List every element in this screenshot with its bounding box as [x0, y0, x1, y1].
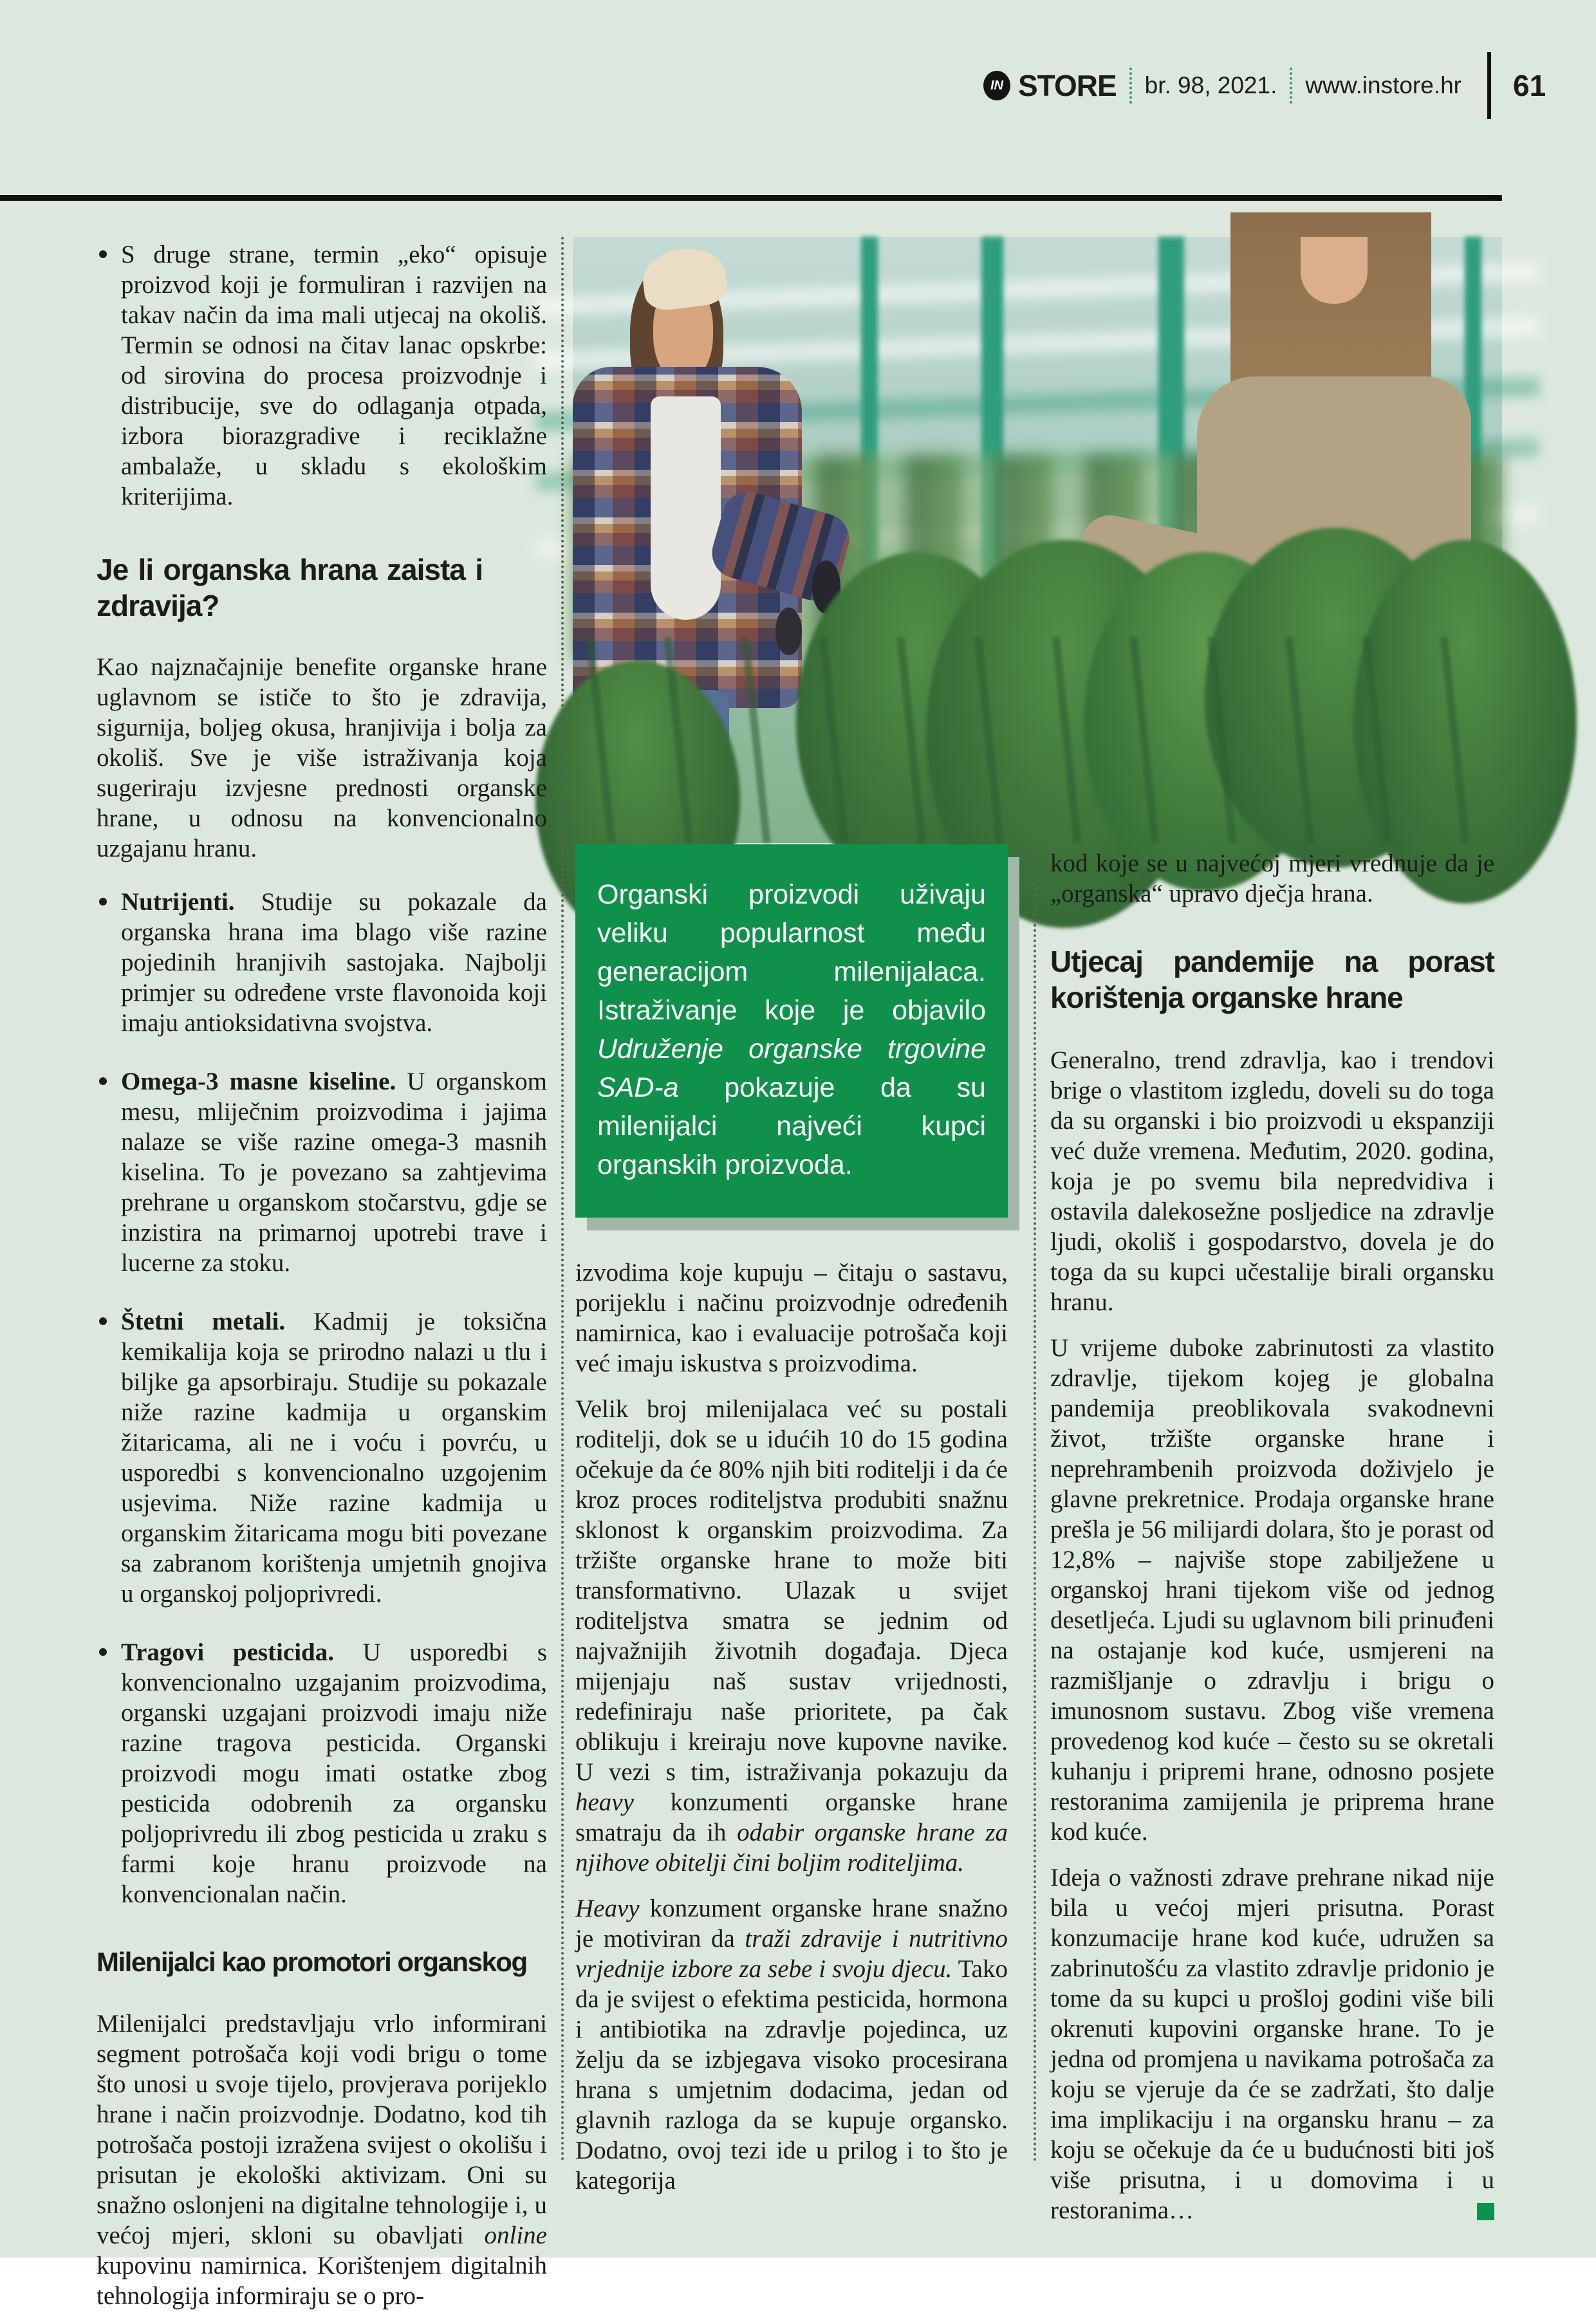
greenhouse-photo: [573, 237, 1502, 843]
bullet-lead: Tragovi pesticida.: [121, 1638, 334, 1666]
paragraph: Kao najznačajnije benefite organske hrane uglavnom se ističe to što je zdravija, sigurnija, boljeg okusa, hranjivija i bolja za okoliš. Sve je više istraživanja koja sugeriraju izvjesne prednosti organske hrane, u odnosu na konvencionalno uzgajanu hranu.: [97, 653, 547, 862]
bullet-text: Studije su pokazale da organska hrana ima blago više razine pojedinih hranjivih sastojaka. Najbolji primjer su određene vrste flavonoida koji imaju antioksidativna svojstva.: [121, 888, 547, 1037]
header-dotted-separator: [1290, 68, 1292, 104]
bullet-lead: Štetni metali.: [121, 1308, 286, 1335]
list-item: [97, 1066, 547, 1278]
paragraph-text: Ideja o važnosti zdrave prehrane nikad nije bila u većoj mjeri prisutna. Porast konzumacije hrane kod kuće, udružen sa zabrinutošću za vlastito zdravlje pridonio je tome da su kupci u prošloj godini više bili okrenuti kupovini organske hrane. To je jedna od promjena u navikama potrošača za koju se vjeruje da će se zadržati, što dalje ima implikaciju i na organsku hranu – za koju se očekuje da će u budućnosti biti još više prisutna, i u domovima i u restoranima…: [1050, 1864, 1494, 2224]
paragraph: [575, 1394, 1008, 1878]
paragraph: kod koje se u najvećoj mjeri vrednuje da je „organska“ upravo dječja hrana.: [1050, 849, 1494, 907]
bullet-lead: Omega-3 masne kiseline.: [121, 1068, 396, 1095]
paragraph-text: Milenijalci predstavljaju vrlo informirani segment potrošača koji vodi brigu o tome što unosi u svoje tijelo, provjerava porijeklo hrane i način proizvodnje. Dodatno, kod tih potrošača postoji izražena svijest o okolišu i prisutan je ekološki aktivizam. Oni su snažno oslonjeni na digitalne tehnologije i, u većoj mjeri, skloni su obavljati: [97, 2010, 547, 2249]
column-right: [1050, 848, 1494, 2225]
masthead: [983, 50, 1546, 121]
list-item: [97, 239, 547, 512]
list-item: [97, 887, 547, 1038]
paragraph: [575, 1893, 1008, 2196]
bullet-text: U organskom mesu, mliječnim proizvodima i jajima nalaze se više razine omega-3 masnih kiselina. To je povezano sa zahtjevima prehrane u organskom stočarstvu, gdje se inzistira na primarnoj upotrebi trave i lucerne za stoku.: [121, 1068, 547, 1277]
intro-bullet-list: [97, 239, 547, 512]
section-heading-pandemic: Utjecaj pandemije na porast korištenja organske hrane: [1050, 945, 1494, 1014]
paragraph: U vrijeme duboke zabrinutosti za vlastito zdravlje, tijekom kojeg je globalna pandemija preoblikovala svakodnevni život, tržište organske hrane i neprehrambenih proizvoda doživjelo je glavne prekretnice. Prodaja organske hrane prešla je 56 milijardi dolara, što je porast od 12,8% – najviše stope zabilježene u organskoj hrani tijekom više od jednog desetljeća. Ljudi su uglavnom bili prinuđeni na ostajanje kod kuće, usmjereni na razmišljanje o zdravlju i brigu o imunosnom sustavu. Zbog više vremena provedenog kod kuće – često su se okretali kuhanju i pripremi hrane, odnosno posjete restoranima zamijenila je priprema hrane kod kuće.: [1050, 1334, 1494, 1846]
italic-text: online: [484, 2222, 547, 2249]
section-heading-millennials: Milenijalci kao promotori organskog: [97, 1947, 527, 1977]
italic-text: traži zdravije i nutritivno vrjednije izbore za sebe i svoju djecu.: [575, 1925, 1008, 1983]
issue-number: br. 98, 2021.: [1144, 72, 1277, 98]
benefits-bullet-list: [97, 887, 547, 1909]
bullet-text: Kadmij je toksična kemikalija koja se prirodno nalazi u tlu i biljke ga apsorbiraju. Studije su pokazale niže razine kadmija u organskim žitaricama, ali ne i voću i povrću, u usporedbi s konvencionalno uzgojenim usjevima. Niže razine kadmija u organskim žitaricama mogu biti povezane sa zabranom korištenja umjetnih gnojiva u organskoj poljoprivredi.: [121, 1308, 547, 1608]
woman-face: [1301, 237, 1368, 304]
magazine-name: STORE: [1018, 69, 1117, 102]
quote-text: pokazuje da su milenijalci najveći kupci organskih proizvoda.: [597, 1072, 986, 1180]
column-divider: [561, 237, 564, 2162]
logo-letters: IN: [990, 78, 1003, 93]
photo-foreground-sprigs: [573, 637, 1502, 843]
paragraph-text: kupovinu namirnica. Korištenjem digitalnih tehnologija informiraju se o pro-: [97, 2252, 547, 2310]
section-heading-health: Je li organska hrana zaista i zdravija?: [97, 553, 483, 622]
instore-logo-icon: [983, 71, 1010, 100]
paragraph-text: konzumenti organske hrane smatraju da ih: [575, 1788, 1008, 1846]
paragraph: Generalno, trend zdravlja, kao i trendovi brige o vlastitom izgledu, doveli su do toga da su organski i bio proizvodi u ekspanziji već duže vremena. Međutim, 2020. godina, koja je po svemu bila nepredvidiva i ostavila dalekosežne posljedice na zdravlje ljudi, okoliš i gospodarstvo, dovela je do toga da su kupci učestalije birali organsku hranu.: [1050, 1046, 1494, 1316]
paragraph-text: Tako da je svijest o efektima pesticida, hormona i antibiotika na zdravlje pojedinca, uz želju da se izbjegava visoko procesirana hrana s umjetnim dodacima, jedan od glavnih razloga da se kupuje organsko. Dodatno, ovoj tezi ide u prilog i to što je kategorija: [575, 1955, 1008, 2195]
quote-text: Organski proizvodi uživaju veliku popularnost među generacijom milenijalaca. Istraživanje koje je objavilo: [597, 879, 986, 1026]
pull-quote-box: [575, 844, 1008, 1218]
article-end-mark: [1477, 2203, 1494, 2220]
paragraph: [1050, 1862, 1494, 2225]
column-middle: [575, 844, 1008, 2196]
page-number: 61: [1513, 69, 1546, 102]
header-dotted-separator: [1129, 68, 1132, 104]
header-divider: [1487, 52, 1491, 119]
top-rule: [0, 195, 1502, 201]
column-left: [97, 239, 547, 2311]
quote-italic-text: Udruženje organske trgovine SAD-a: [597, 1034, 986, 1103]
bullet-lead: Nutrijenti.: [121, 888, 235, 916]
list-item: [97, 1306, 547, 1609]
column-divider: [1034, 847, 1036, 2162]
intro-bullet-text: S druge strane, termin „eko“ opisuje proizvod koji je formuliran i razvijen na takav način da ima mali utjecaj na okoliš. Termin se odnosi na čitav lanac opskrbe: od sirovina do procesa proizvodnje i distribucije, sve do odlaganja otpada, izbora biorazgradive i reciklažne ambalaže, u skladu s ekološkim kriterijima.: [121, 241, 547, 510]
bullet-text: U usporedbi s konvencionalno uzgajanim proizvodima, organski uzgajani proizvodi imaju niže razine tragova pesticida. Organski proizvodi mogu imati ostatke zbog pesticida odobrenih za organsku poljoprivredu ili zbog pesticida u zraku s farmi koje hranu proizvode na konvencionalan način.: [121, 1638, 547, 1908]
list-item: [97, 1637, 547, 1909]
italic-text: heavy: [575, 1788, 634, 1816]
paragraph-text: Velik broj milenijalaca već su postali roditelji, dok se u idućih 10 do 15 godina očekuje da će 80% njih biti roditelji i da će kroz proces roditeljstva produbiti snažnu sklonost k organskim proizvodima. Za tržište organske hrane to može biti transformativno. Ulazak u svijet roditeljstva smatra se jednim od najvažnijih životnih događaja. Djeca mijenjaju naš sustav vrijednosti, redefiniraju naše prioritete, pa čak oblikuju i kreiraju nove kupovne navike. U vezi s tim, istraživanja pokazuju da: [575, 1395, 1008, 1786]
paragraph: izvodima koje kupuju – čitaju o sastavu, porijeklu i načinu proizvodnje određenih namirnica, kao i evaluacije potrošača koji već imaju iskustva s proizvodima.: [575, 1259, 1008, 1377]
man-white-tshirt: [651, 396, 721, 620]
italic-text: Heavy: [575, 1895, 640, 1922]
website-url: www.instore.hr: [1305, 72, 1462, 98]
paragraph: [97, 2009, 547, 2311]
italic-text: odabir organske hrane za njihove obitelji čini boljim roditeljima.: [575, 1819, 1008, 1877]
paragraph-text: konzument organske hrane snažno je motiviran da: [575, 1895, 1008, 1953]
